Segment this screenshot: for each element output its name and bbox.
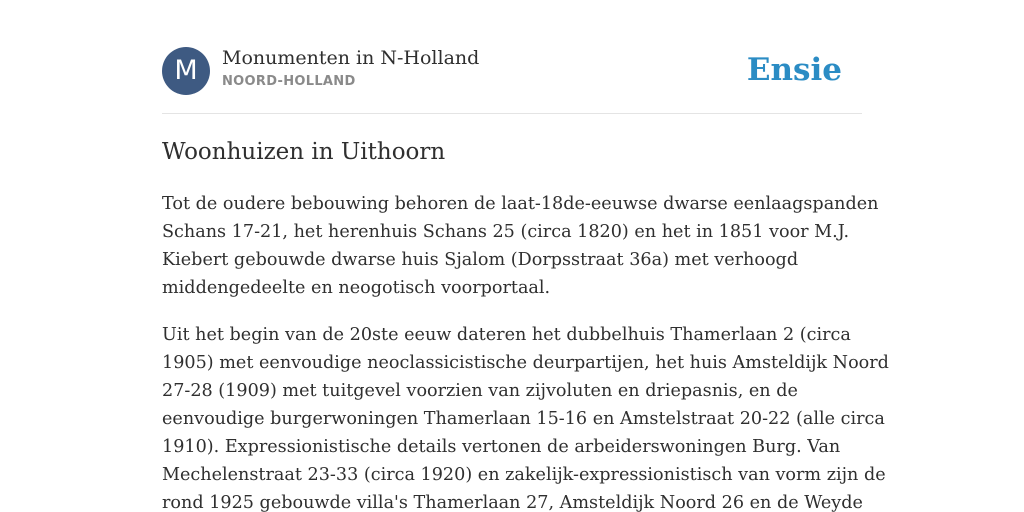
text-line: rond 1925 gebouwde villa's Thamerlaan 27, Amsteldijk Noord 26 en de Weyde <box>162 493 863 512</box>
text-line: middengedeelte en neogotisch voorportaal. <box>162 278 551 298</box>
publication-header <box>162 46 862 96</box>
text-line: Kiebert gebouwde dwarse huis Sjalom (Dorpsstraat 36a) met verhoogd <box>162 250 799 270</box>
publication-title[interactable]: Monumenten in N-Holland <box>222 47 480 69</box>
paragraph-1 <box>162 190 879 302</box>
text-line: 27-28 (1909) met tuitgevel voorzien van zijvoluten en driepasnis, en de <box>162 381 798 401</box>
text-line: 1910). Expressionistische details vertonen de arbeiderswoningen Burg. Van <box>162 437 841 457</box>
text-line: Mechelenstraat 23-33 (circa 1920) en zakelijk-expressionistisch van vorm zijn de <box>162 465 886 485</box>
text-line: eenvoudige burgerwoningen Thamerlaan 15-16 en Amstelstraat 20-22 (alle circa <box>162 409 885 429</box>
text-line: 1905) met eenvoudige neoclassicistische deurpartijen, het huis Amsteldijk Noord <box>162 353 889 373</box>
text-line: Uit het begin van de 20ste eeuw dateren het dubbelhuis Thamerlaan 2 (circa <box>162 325 851 345</box>
publication-avatar[interactable]: M <box>162 47 210 95</box>
text-line: Schans 17-21, het herenhuis Schans 25 (circa 1820) en het in 1851 voor M.J. <box>162 222 850 242</box>
paragraph-2 <box>162 321 889 512</box>
header-divider <box>162 113 862 114</box>
text-line: Tot de oudere bebouwing behoren de laat-18de-eeuwse dwarse eenlaagspanden <box>162 194 879 214</box>
ensie-logo[interactable]: Ensie <box>746 52 842 88</box>
article-body <box>162 190 889 512</box>
article-title: Woonhuizen in Uithoorn <box>162 139 446 165</box>
publication-category: NOORD-HOLLAND <box>222 74 356 89</box>
